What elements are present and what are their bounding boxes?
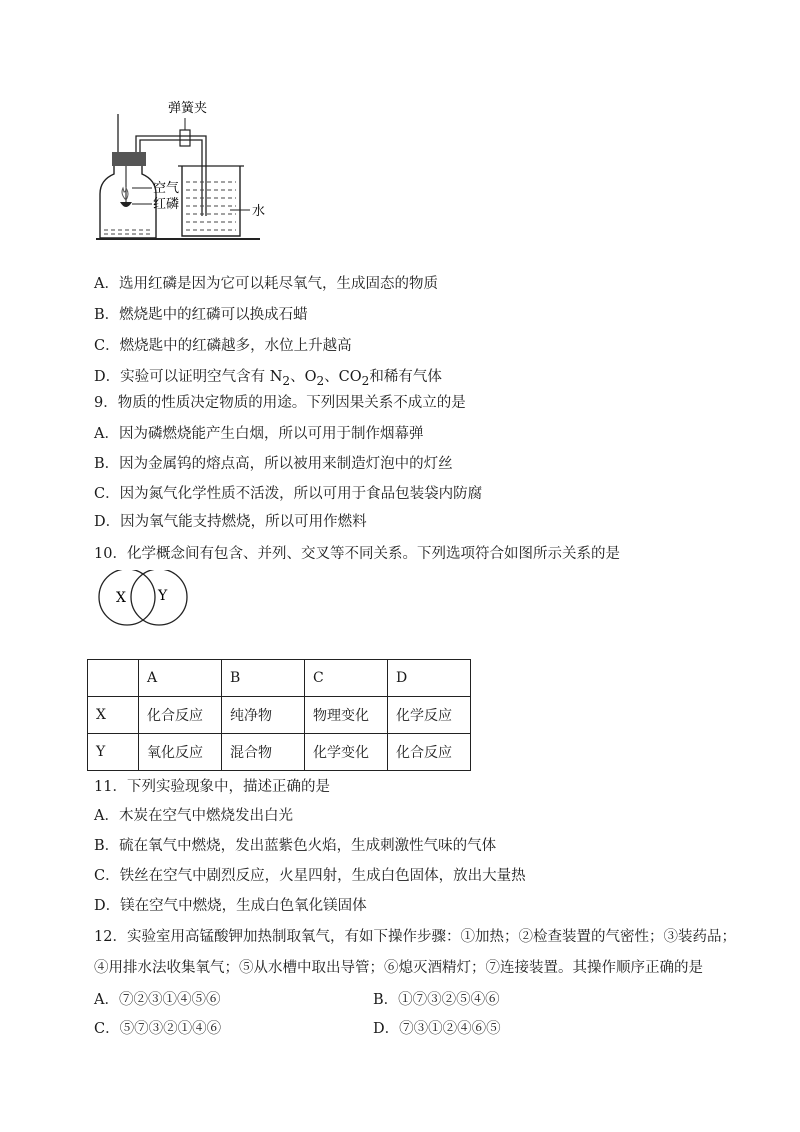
venn-diagram	[96, 570, 206, 632]
q9-stem: 9．物质的性质决定物质的用途。下列因果关系不成立的是	[94, 395, 466, 411]
venn-label-y: Y	[158, 588, 168, 604]
q8-option-d-text: 、O	[290, 369, 317, 385]
apparatus-diagram	[96, 96, 286, 246]
q12-option-d: D．⑦③①②④⑥⑤	[373, 1021, 501, 1037]
q10-stem: 10．化学概念间有包含、并列、交叉等不同关系。下列选项符合如图所示关系的是	[94, 546, 620, 562]
q11-stem: 11．下列实验现象中，描述正确的是	[94, 779, 330, 795]
q8-option-b: B．燃烧匙中的红磷可以换成石蜡	[94, 307, 308, 323]
q11-option-a: A．木炭在空气中燃烧发出白光	[94, 808, 293, 824]
beaker-icon	[182, 166, 240, 236]
table-row	[88, 734, 471, 771]
q12-option-b: B．①⑦③②⑤④⑥	[373, 992, 500, 1008]
table-cell: Y	[88, 734, 139, 771]
table-cell: 氧化反应	[139, 734, 222, 771]
phosphorus-label: 红磷	[153, 197, 180, 212]
subscript: 2	[361, 373, 370, 388]
table-cell: 纯净物	[222, 697, 305, 734]
q9-option-d: D．因为氧气能支持燃烧，所以可用作燃料	[94, 514, 367, 530]
subscript: 2	[316, 373, 325, 388]
q11-option-d: D．镁在空气中燃烧，生成白色氧化镁固体	[94, 898, 367, 914]
combustion-spoon-icon	[120, 202, 132, 207]
q9-option-b: B．因为金属钨的熔点高，所以被用来制造灯泡中的灯丝	[94, 456, 453, 472]
table-cell: 物理变化	[305, 697, 388, 734]
q12-stem-line1: 12．实验室用高锰酸钾加热制取氧气，有如下操作步骤：①加热；②检查装置的气密性；③装药品；	[94, 929, 736, 945]
table-header-b: B	[222, 660, 305, 697]
stopper-icon	[112, 152, 146, 166]
q8-option-d-text: 和稀有气体	[369, 369, 442, 385]
q8-option-d-text: 、CO	[324, 369, 362, 385]
table-row	[88, 697, 471, 734]
table-cell: 混合物	[222, 734, 305, 771]
clip-label: 弹簧夹	[168, 101, 208, 116]
q12-option-c: C．⑤⑦③②①④⑥	[94, 1021, 222, 1037]
table-cell: X	[88, 697, 139, 734]
table-row	[88, 660, 471, 697]
table-header-d: D	[388, 660, 471, 697]
spring-clip-icon	[180, 130, 190, 146]
venn-label-x: X	[116, 590, 126, 606]
table-cell: 化合反应	[388, 734, 471, 771]
q11-option-c: C．铁丝在空气中剧烈反应，火星四射，生成白色固体，放出大量热	[94, 868, 526, 884]
water-label: 水	[252, 204, 266, 219]
q9-option-c: C．因为氮气化学性质不活泼，所以可用于食品包装袋内防腐	[94, 486, 483, 502]
table-cell: 化学变化	[305, 734, 388, 771]
q8-option-c: C．燃烧匙中的红磷越多，水位上升越高	[94, 338, 352, 354]
q8-option-d-text: D．实验可以证明空气含有 N	[94, 369, 283, 385]
table-header-c: C	[305, 660, 388, 697]
q12-stem-line2: ④用排水法收集氧气；⑤从水槽中取出导管；⑥熄灭酒精灯；⑦连接装置。其操作顺序正确的是	[94, 960, 703, 976]
table-cell: 化合反应	[139, 697, 222, 734]
q10-table	[87, 659, 471, 771]
table-header-a: A	[139, 660, 222, 697]
q8-option-d	[94, 368, 442, 390]
subscript: 2	[282, 373, 291, 388]
q9-option-a: A．因为磷燃烧能产生白烟，所以可用于制作烟幕弹	[94, 426, 424, 442]
q12-option-a: A．⑦②③①④⑤⑥	[94, 992, 221, 1008]
table-cell	[88, 660, 139, 697]
q8-option-a: A．选用红磷是因为它可以耗尽氧气，生成固态的物质	[94, 276, 438, 292]
air-label: 空气	[153, 181, 180, 196]
table-cell: 化学反应	[388, 697, 471, 734]
q11-option-b: B．硫在氧气中燃烧，发出蓝紫色火焰，生成刺激性气味的气体	[94, 838, 497, 854]
